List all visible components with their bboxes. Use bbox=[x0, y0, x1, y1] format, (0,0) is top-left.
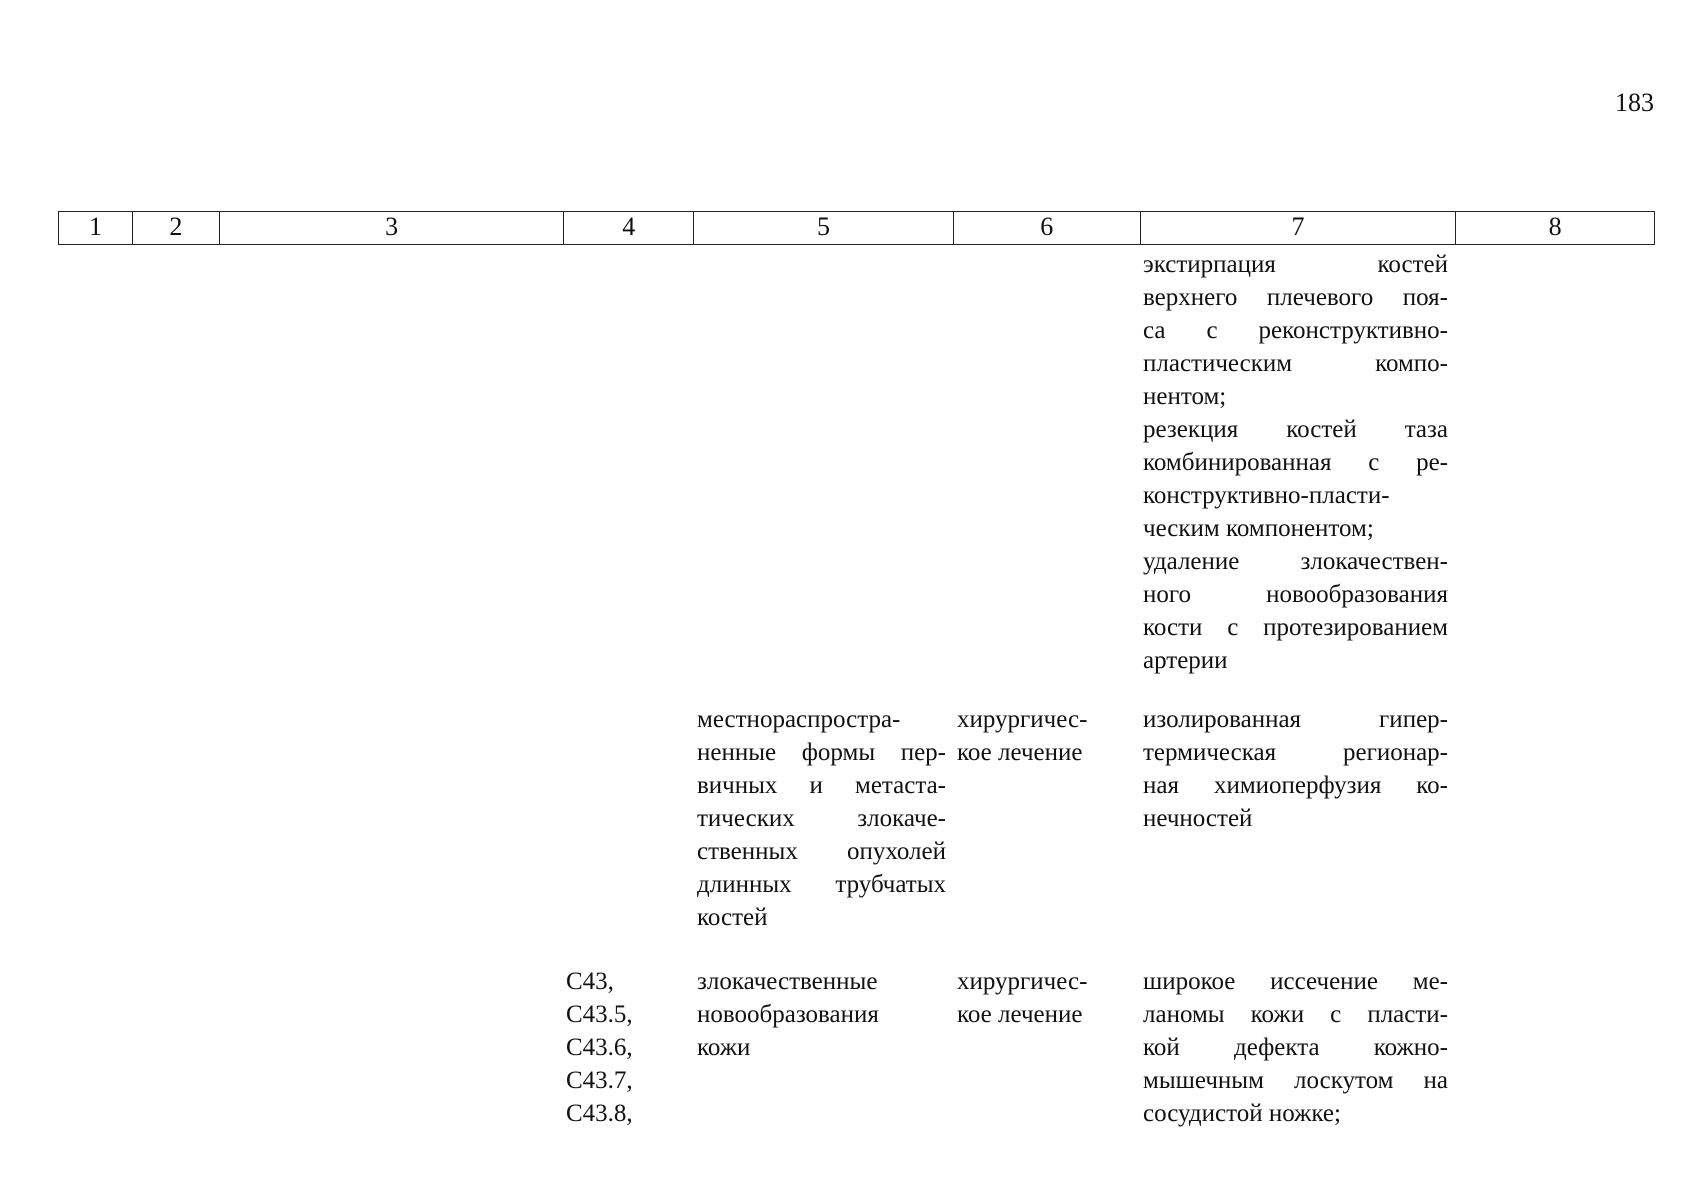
text-line: тических злокаче- bbox=[697, 805, 946, 832]
header-col-1: 1 bbox=[88, 212, 102, 241]
block3-col5-diagnosis bbox=[697, 965, 946, 1064]
text-line: C43, bbox=[566, 968, 614, 995]
header-col-5: 5 bbox=[693, 212, 953, 244]
text-line: удаление злокачествен- bbox=[1143, 548, 1448, 575]
text-line: сосудистой ножке; bbox=[1143, 1100, 1341, 1127]
block3-col7-methods bbox=[1143, 965, 1448, 1130]
text-line: вичных и метаста- bbox=[697, 772, 946, 799]
text-line: ного новообразования bbox=[1143, 581, 1448, 608]
header-col-6: 6 bbox=[953, 212, 1140, 244]
text-line: ственных опухолей bbox=[697, 838, 946, 865]
text-line: ческим компонентом; bbox=[1143, 515, 1374, 542]
header-col-7: 7 bbox=[1140, 212, 1456, 244]
text-line: нечностей bbox=[1143, 805, 1253, 832]
text-line: кости с протезированием bbox=[1143, 614, 1448, 641]
table-header-row bbox=[58, 211, 1655, 245]
text-line: кое лечение bbox=[957, 739, 1083, 766]
text-line: хирургичес- bbox=[957, 706, 1088, 733]
text-line: C43.6, bbox=[566, 1034, 633, 1061]
text-line: комбинированная с ре- bbox=[1143, 449, 1448, 476]
text-line: C43.8, bbox=[566, 1100, 633, 1127]
text-line: экстирпация костей bbox=[1143, 251, 1448, 278]
text-line: C43.7, bbox=[566, 1067, 633, 1094]
header-col-3: 3 bbox=[219, 212, 564, 244]
text-line: злокачественные bbox=[697, 968, 878, 995]
header-col-4: 4 bbox=[563, 212, 693, 244]
text-line: длинных трубчатых bbox=[697, 871, 946, 898]
text-line: местнораспростра- bbox=[697, 706, 901, 733]
block2-col7-methods bbox=[1143, 703, 1448, 835]
text-line: ная химиоперфузия ко- bbox=[1143, 772, 1448, 799]
text-line: артерии bbox=[1143, 647, 1228, 674]
text-line: кожи bbox=[697, 1034, 751, 1061]
text-line: новообразования bbox=[697, 1001, 879, 1028]
text-line: конструктивно-пласти- bbox=[1143, 482, 1390, 509]
text-line: пластическим компо- bbox=[1143, 350, 1448, 377]
text-line: мышечным лоскутом на bbox=[1143, 1067, 1448, 1094]
header-col-8: 8 bbox=[1455, 212, 1654, 244]
block3-col4-icd-codes bbox=[566, 965, 686, 1130]
block2-col5-diagnosis bbox=[697, 703, 946, 934]
page-number: 183 bbox=[1615, 88, 1654, 117]
text-line: термическая регионар- bbox=[1143, 739, 1448, 766]
text-line: кой дефекта кожно- bbox=[1143, 1034, 1448, 1061]
header-col-2: 2 bbox=[132, 212, 219, 244]
text-line: широкое иссечение ме- bbox=[1143, 968, 1448, 995]
text-line: ненные формы пер- bbox=[697, 739, 946, 766]
text-line: изолированная гипер- bbox=[1143, 706, 1448, 733]
text-line: верхнего плечевого поя- bbox=[1143, 284, 1448, 311]
block2-col6-treatment bbox=[957, 703, 1132, 769]
text-line: резекция костей таза bbox=[1143, 416, 1448, 443]
text-line: нентом; bbox=[1143, 383, 1227, 410]
text-line: C43.5, bbox=[566, 1001, 633, 1028]
text-line: костей bbox=[697, 904, 768, 931]
text-line: хирургичес- bbox=[957, 968, 1088, 995]
block3-col6-treatment bbox=[957, 965, 1132, 1031]
text-line: ланомы кожи с пласти- bbox=[1143, 1001, 1448, 1028]
text-line: кое лечение bbox=[957, 1001, 1083, 1028]
text-line: са с реконструктивно- bbox=[1143, 317, 1448, 344]
block1-col7-methods bbox=[1143, 248, 1448, 677]
